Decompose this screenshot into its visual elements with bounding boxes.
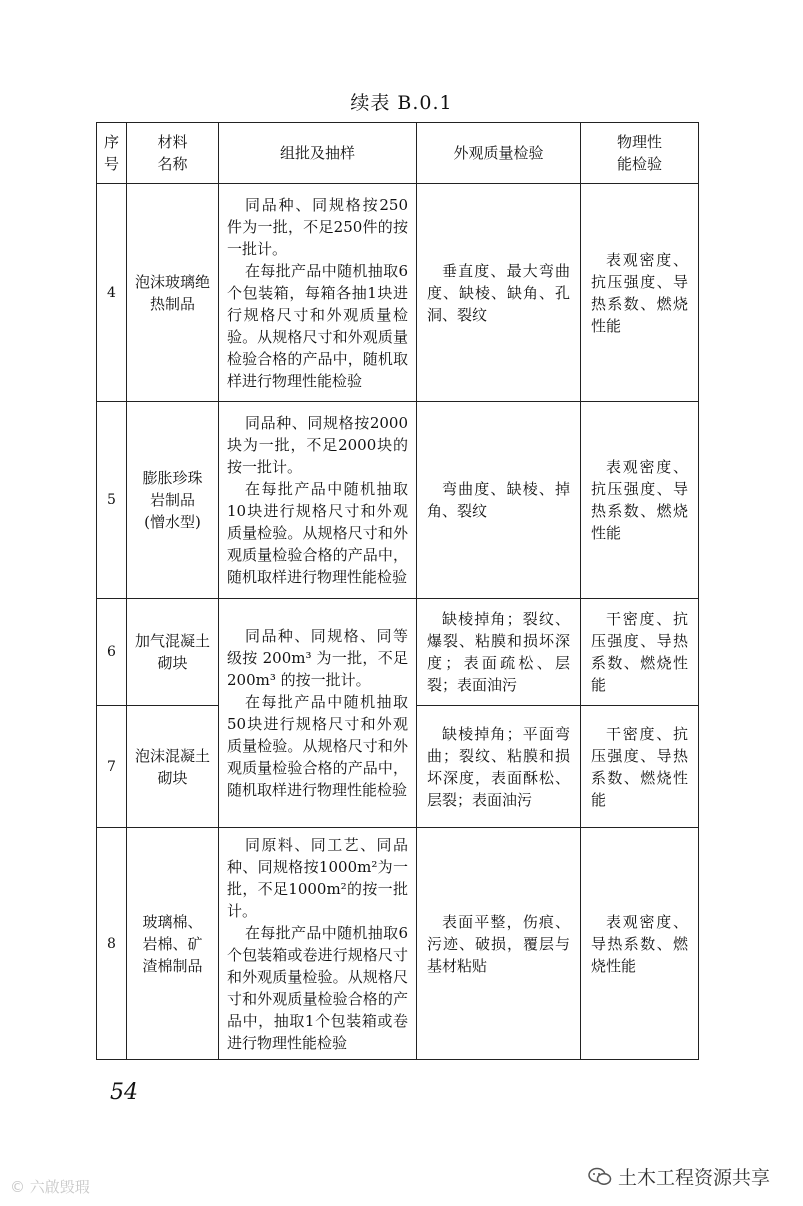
row-look: 缺棱掉角；平面弯曲；裂纹、粘膜和损坏深度，表面酥松、层裂；表面油污 <box>417 706 581 828</box>
row-look: 垂直度、最大弯曲度、缺棱、缺角、孔洞、裂纹 <box>417 184 581 402</box>
row-no: 5 <box>97 402 127 599</box>
row-name: 玻璃棉、 岩棉、矿 渣棉制品 <box>127 828 219 1060</box>
row-no: 4 <box>97 184 127 402</box>
row-phys: 干密度、抗压强度、导热系数、燃烧性能 <box>581 599 699 706</box>
watermark-right <box>588 1163 770 1190</box>
row-phys: 干密度、抗压强度、导热系数、燃烧性能 <box>581 706 699 828</box>
row-batch: 同品种、同规格按2000块为一批，不足2000块的按一批计。 在每批产品中随机抽取10块进行规格尺寸和外观质量检验。从规格尺寸和外观质量检验合格的产品中，随机取样进行物理性能检验 <box>219 402 417 599</box>
row-no: 8 <box>97 828 127 1060</box>
page-number: 54 <box>110 1080 138 1105</box>
row-phys: 表观密度、抗压强度、导热系数、燃烧性能 <box>581 402 699 599</box>
row-batch: 同品种、同规格按250件为一批，不足250件的按一批计。 在每批产品中随机抽取6个包装箱，每箱各抽1块进行规格尺寸和外观质量检验。从规格尺寸和外观质量检验合格的产品中，随机取样进行物理性能检验 <box>219 184 417 402</box>
header-name: 材料 名称 <box>127 123 219 184</box>
row-name: 泡沫玻璃绝热制品 <box>127 184 219 402</box>
row-phys: 表观密度、导热系数、燃烧性能 <box>581 828 699 1060</box>
table-row <box>97 402 699 599</box>
row-name: 泡沫混凝土砌块 <box>127 706 219 828</box>
row-batch: 同原料、同工艺、同品种、同规格按1000m²为一批，不足1000m²的按一批计。 在每批产品中随机抽取6个包装箱或卷进行规格尺寸和外观质量检验。从规格尺寸和外观质量检验合格的产品中，抽取1个包装箱或卷进行物理性能检验 <box>219 828 417 1060</box>
header-phys: 物理性 能检验 <box>581 123 699 184</box>
wechat-icon <box>588 1167 612 1187</box>
header-no: 序号 <box>97 123 127 184</box>
watermark-right-text: 土木工程资源共享 <box>618 1167 771 1189</box>
row-look: 弯曲度、缺棱、掉角、裂纹 <box>417 402 581 599</box>
table-row <box>97 828 699 1060</box>
row-batch: 同品种、同规格、同等级按 200m³ 为一批，不足 200m³ 的按一批计。 在每批产品中随机抽取50块进行规格尺寸和外观质量检验。从规格尺寸和外观质量检验合格的产品中，随机取样进行物理性能检验 <box>219 599 417 828</box>
watermark-logo-icon: © <box>10 1178 25 1196</box>
row-look: 缺棱掉角；裂纹、爆裂、粘膜和损坏深度；表面疏松、层裂；表面油污 <box>417 599 581 706</box>
row-name: 加气混凝土砌块 <box>127 599 219 706</box>
header-look: 外观质量检验 <box>417 123 581 184</box>
row-look: 表面平整，伤痕、污迹、破损，覆层与基材粘贴 <box>417 828 581 1060</box>
row-no: 6 <box>97 599 127 706</box>
header-batch: 组批及抽样 <box>219 123 417 184</box>
table-title: 续表 B.0.1 <box>350 92 453 114</box>
row-no: 7 <box>97 706 127 828</box>
watermark-left-text: 六啟毁瑕 <box>29 1178 90 1196</box>
material-inspection-table <box>96 122 699 1060</box>
watermark-left <box>10 1176 90 1197</box>
table-row <box>97 599 699 706</box>
row-name: 膨胀珍珠 岩制品 (憎水型) <box>127 402 219 599</box>
row-phys: 表观密度、抗压强度、导热系数、燃烧性能 <box>581 184 699 402</box>
header-row <box>97 123 699 184</box>
table-row <box>97 184 699 402</box>
